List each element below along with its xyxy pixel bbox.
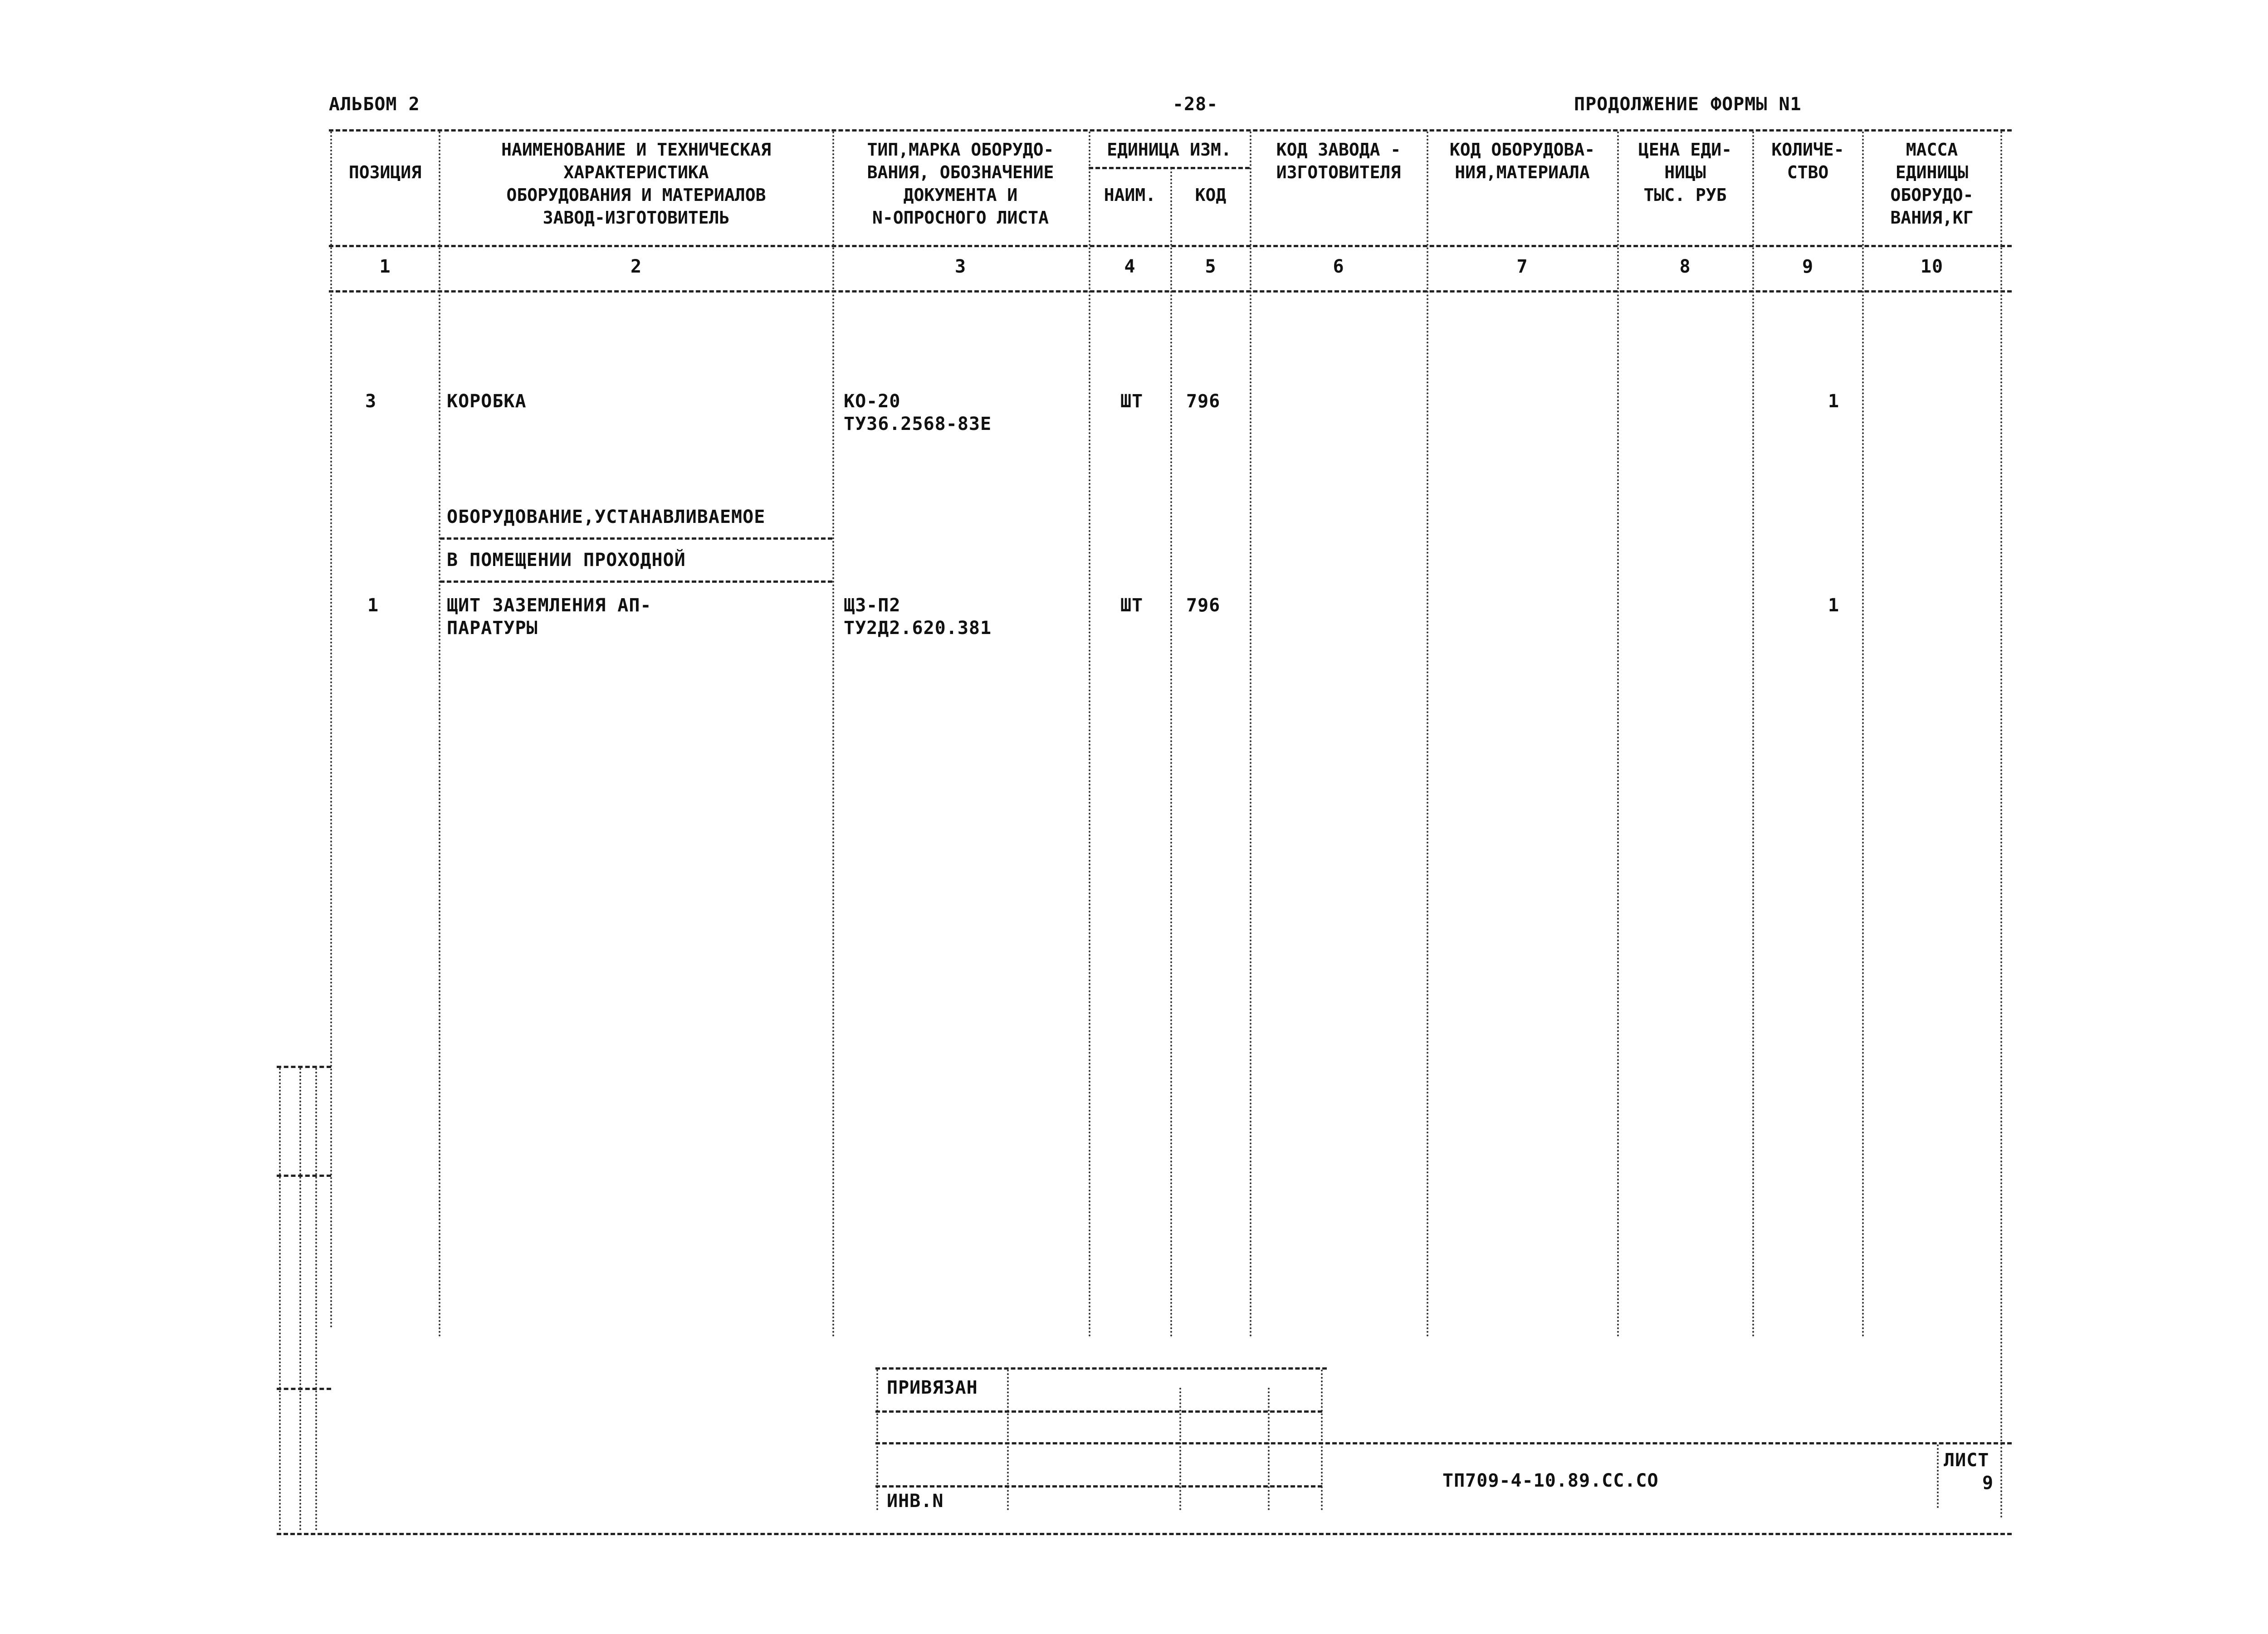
document-code: ТП709-4-10.89.СС.СО (1442, 1470, 1659, 1491)
column-number: 8 (1679, 256, 1691, 277)
header-price: ЦЕНА ЕДИ- НИЦЫ ТЫС. РУБ (1638, 140, 1732, 205)
stamp-rule (875, 1442, 2012, 1444)
header-unit: ЕДИНИЦА ИЗМ. (1107, 140, 1232, 160)
header-position: ПОЗИЦИЯ (348, 162, 422, 182)
continuation-title: ПРОДОЛЖЕНИЕ ФОРМЫ N1 (1574, 94, 1802, 115)
album-label: АЛЬБОМ 2 (329, 94, 420, 115)
col-line-10 (2000, 132, 2002, 1519)
row-position: 3 (365, 391, 377, 412)
column-number: 10 (1920, 256, 1944, 277)
col-line-9 (1862, 132, 1864, 1338)
stamp-rule (875, 1410, 1322, 1413)
table-top-rule (329, 129, 2012, 132)
section-title-1: ОБОРУДОВАНИЕ,УСТАНАВЛИВАЕМОЕ (447, 507, 766, 527)
column-number: 2 (630, 256, 642, 277)
col-line-8 (1752, 132, 1754, 1338)
stamp-line (1321, 1370, 1323, 1510)
section-rule-1 (440, 537, 832, 540)
page-number: -28- (1173, 94, 1218, 115)
col-line-7 (1617, 132, 1619, 1338)
section-title-2: В ПОМЕЩЕНИИ ПРОХОДНОЙ (447, 550, 686, 571)
stamp-top-rule (875, 1367, 1327, 1370)
row-unit: ШТ (1120, 391, 1144, 412)
column-number: 3 (954, 256, 967, 277)
row-type: КО-20 ТУ36.2568-83Е (844, 391, 992, 434)
margin-line (279, 1068, 281, 1531)
sheet-number: 9 (1982, 1473, 1994, 1493)
section-rule-2 (440, 580, 832, 583)
stamp-line (1179, 1388, 1181, 1510)
unit-split-rule (1089, 167, 1250, 169)
column-number: 4 (1124, 256, 1136, 277)
stamp-line (1007, 1370, 1009, 1510)
col-line-0 (330, 132, 332, 1329)
row-position: 1 (367, 595, 379, 616)
col-line-5 (1250, 132, 1251, 1338)
margin-line (299, 1068, 301, 1531)
sheet-label: ЛИСТ (1944, 1450, 1989, 1471)
header-quantity: КОЛИЧЕ- СТВО (1771, 140, 1844, 182)
column-number: 9 (1802, 256, 1814, 277)
sheet-box-line (1937, 1444, 1939, 1508)
page-bottom-rule (277, 1533, 2012, 1535)
margin-rule (277, 1175, 331, 1177)
row-unit-code: 796 (1186, 391, 1221, 412)
column-number: 5 (1205, 256, 1217, 277)
header-unit-name: НАИМ. (1104, 185, 1156, 205)
stamp-line (876, 1370, 878, 1510)
attached-label: ПРИВЯЗАН (887, 1377, 978, 1398)
column-number: 7 (1516, 256, 1528, 277)
header-name: НАИМЕНОВАНИЕ И ТЕХНИЧЕСКАЯ ХАРАКТЕРИСТИКА ОБОРУДОВАНИЯ И МАТЕРИАЛОВ ЗАВОД-ИЗГОТОВИТЕЛЬ (501, 140, 771, 228)
row-name: ЩИТ ЗАЗЕМЛЕНИЯ АП- ПАРАТУРЫ (447, 595, 652, 639)
col-line-3 (1089, 132, 1090, 1338)
col-line-4 (1170, 168, 1172, 1338)
header-mass: МАССА ЕДИНИЦЫ ОБОРУДО- ВАНИЯ,КГ (1890, 140, 1974, 228)
column-number: 6 (1333, 256, 1344, 277)
stamp-line (1268, 1388, 1270, 1510)
inventory-label: ИНВ.N (887, 1491, 944, 1512)
header-type: ТИП,МАРКА ОБОРУДО- ВАНИЯ, ОБОЗНАЧЕНИЕ ДОКУМЕНТА И N-ОПРОСНОГО ЛИСТА (867, 140, 1054, 228)
header-equipment-code: КОД ОБОРУДОВА- НИЯ,МАТЕРИАЛА (1449, 140, 1595, 182)
header-unit-code: КОД (1195, 185, 1227, 205)
col-line-6 (1427, 132, 1428, 1338)
margin-rule (277, 1066, 331, 1068)
margin-rule (277, 1388, 331, 1390)
row-unit-code: 796 (1186, 595, 1221, 616)
header-factory-code: КОД ЗАВОДА - ИЗГОТОВИТЕЛЯ (1276, 140, 1401, 182)
col-line-1 (439, 132, 440, 1338)
row-unit: ШТ (1120, 595, 1144, 616)
row-name: КОРОБКА (447, 391, 527, 412)
column-number: 1 (379, 256, 391, 277)
row-type: ЩЗ-П2 ТУ2Д2.620.381 (844, 595, 992, 639)
col-line-2 (832, 132, 834, 1338)
row-quantity: 1 (1828, 595, 1840, 616)
row-quantity: 1 (1828, 391, 1840, 412)
margin-line (315, 1068, 317, 1531)
stamp-rule (875, 1485, 1322, 1488)
